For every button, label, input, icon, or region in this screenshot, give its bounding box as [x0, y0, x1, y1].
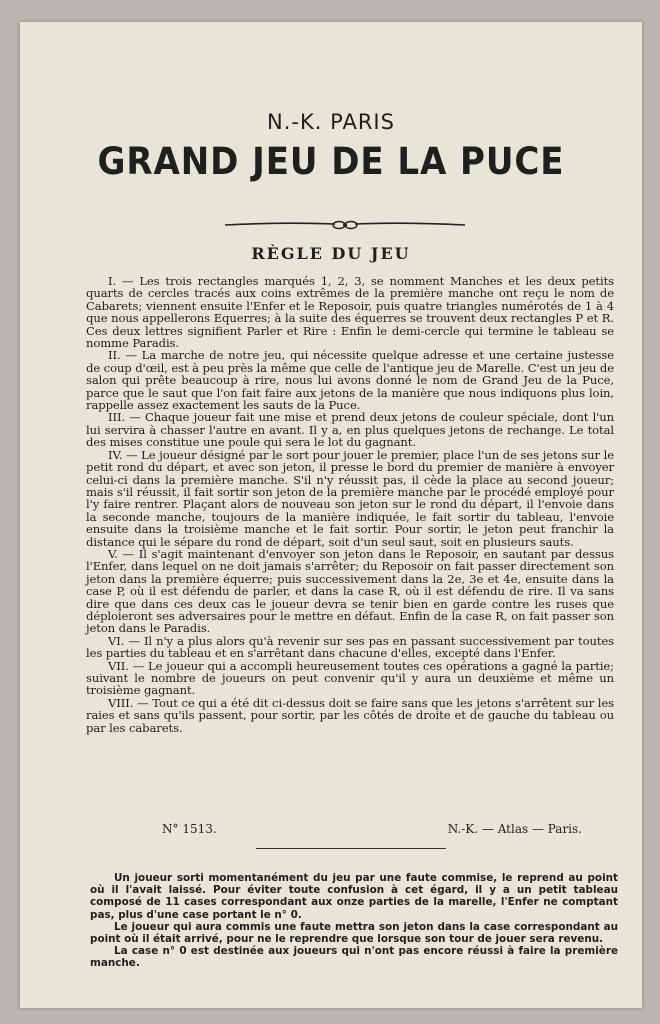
publisher-line: N.-K. PARIS — [267, 110, 395, 134]
note-paragraph: La case n° 0 est destinée aux joueurs qui n'ont pas encore réussi à faire la première manche. — [90, 945, 618, 970]
rule-paragraph: IV. — Le joueur désigné par le sort pour jouer le premier, place l'un de ses jetons sur le petit rond du départ, et avec son jeton, il presse le bord du premier de manière à envoyer celui-ci dans la première manche. S'il n'y réussit pas, il cède la place au second joueur; mais s'il réussit, il fait sortir son jeton de la première manche par le procédé employé pour l'y faire rentrer. Plaçant alors de nouveau son jeton sur le rond du départ, il l'envoie dans la seconde manche, toujours de la manière indiquée, le fait sortir du tableau, l'envoie ensuite dans la troisième manche et le fait sortir. Pour sortir, le jeton peut franchir la distance qui le sépare du rond de départ, soit d'un seul saut, soit en plusieurs sauts. — [86, 447, 614, 549]
rule-paragraph: VII. — Le joueur qui a accompli heureusement toutes ces opérations a gagné la partie; suivant le nombre de joueurs on peut convenir qu'il y aura un deuxième et même un troisième gagnant. — [86, 658, 614, 698]
section-divider — [256, 848, 446, 849]
rule-paragraph: VIII. — Tout ce qui a été dit ci-dessus doit se faire sans que les jetons s'arrêtent sur les raies et sans qu'ils passent, pour sortir, par les côtés de droite et de gauche du tableau ou par les cabarets. — [86, 695, 614, 735]
game-title: GRAND JEU DE LA PUCE — [97, 140, 565, 183]
rules-body — [86, 275, 614, 734]
rules-heading: RÈGLE DU JEU — [251, 244, 411, 263]
catalog-number: N° 1513. — [162, 822, 217, 836]
penalty-note — [90, 872, 618, 970]
rule-paragraph: V. — Il s'agit maintenant d'envoyer son jeton dans le Reposoir, en sautant par dessus l'Enfer, dans lequel on ne doit jamais s'arrêter; du Reposoir on fait passer directement son jeton dans la première équerre; puis successivement dans la 2e, 3e et 4e, ensuite dans la case P, où il est défendu de parler, et dans la case R, où il est défendu de rire. Il va sans dire que dans ces deux cas le joueur devra se tenir bien en garde contre les ruses que déploieront ses adversaires pour le mettre en défaut. Enfin de la case R, on fait passer son jeton dans le Paradis. — [86, 546, 614, 636]
rules-sheet — [20, 22, 642, 1008]
footer-row — [162, 822, 582, 836]
rule-paragraph: VI. — Il n'y a plus alors qu'à revenir sur ses pas en passant successivement par toutes les parties du tableau et en s'arrêtant dans chacune d'elles, excepté dans l'Enfer. — [86, 633, 614, 661]
note-paragraph: Un joueur sorti momentanément du jeu par une faute commise, le reprend au point où il l'avait laissé. Pour éviter toute confusion à cet égard, il y a un petit tableau composé de 11 cases correspondant aux onze parties de la marelle, l'Enfer ne comptant pas, plus d'une case portant le n° 0. — [90, 872, 618, 921]
rule-paragraph: II. — La marche de notre jeu, qui nécessite quelque adresse et une certaine justesse de coup d'œil, est à peu près la même que celle de l'antique jeu de Marelle. C'est un jeu de salon qui prête beaucoup à rire, nous lui avons donné le nom de Grand Jeu de la Puce, parce que le saut que l'on fait faire aux jetons de la manière que nous indiquons plus loin, rappelle assez exactement les sauts de la Puce. — [86, 348, 614, 413]
title-ornament — [225, 218, 465, 232]
rule-paragraph: III. — Chaque joueur fait une mise et prend deux jetons de couleur spéciale, dont l'un lui servira à chasser l'autre en avant. Il y a, en plus quelques jetons de rechange. Le total des mises constitue une poule qui sera le lot du gagnant. — [86, 410, 614, 450]
rule-paragraph: I. — Les trois rectangles marqués 1, 2, 3, se nomment Manches et les deux petits quarts de cercles tracés aux coins extrêmes de la première manche ont reçu le nom de Cabarets; viennent ensuite l'Enfer et le Reposoir, puis quatre triangles numérotés de 1 à 4 que nous appellerons Equerres; à la suite des équerres se trouvent deux rectangles P et R. Ces deux lettres signifient Parler et Rire : Enfin le demi-cercle qui termine le tableau se nomme Paradis. — [86, 274, 614, 351]
note-paragraph: Le joueur qui aura commis une faute mettra son jeton dans la case correspondant au point où il était arrivé, pour ne le reprendre que lorsque son tour de jouer sera revenu. — [90, 920, 618, 946]
publisher-imprint: N.-K. — Atlas — Paris. — [447, 822, 582, 836]
